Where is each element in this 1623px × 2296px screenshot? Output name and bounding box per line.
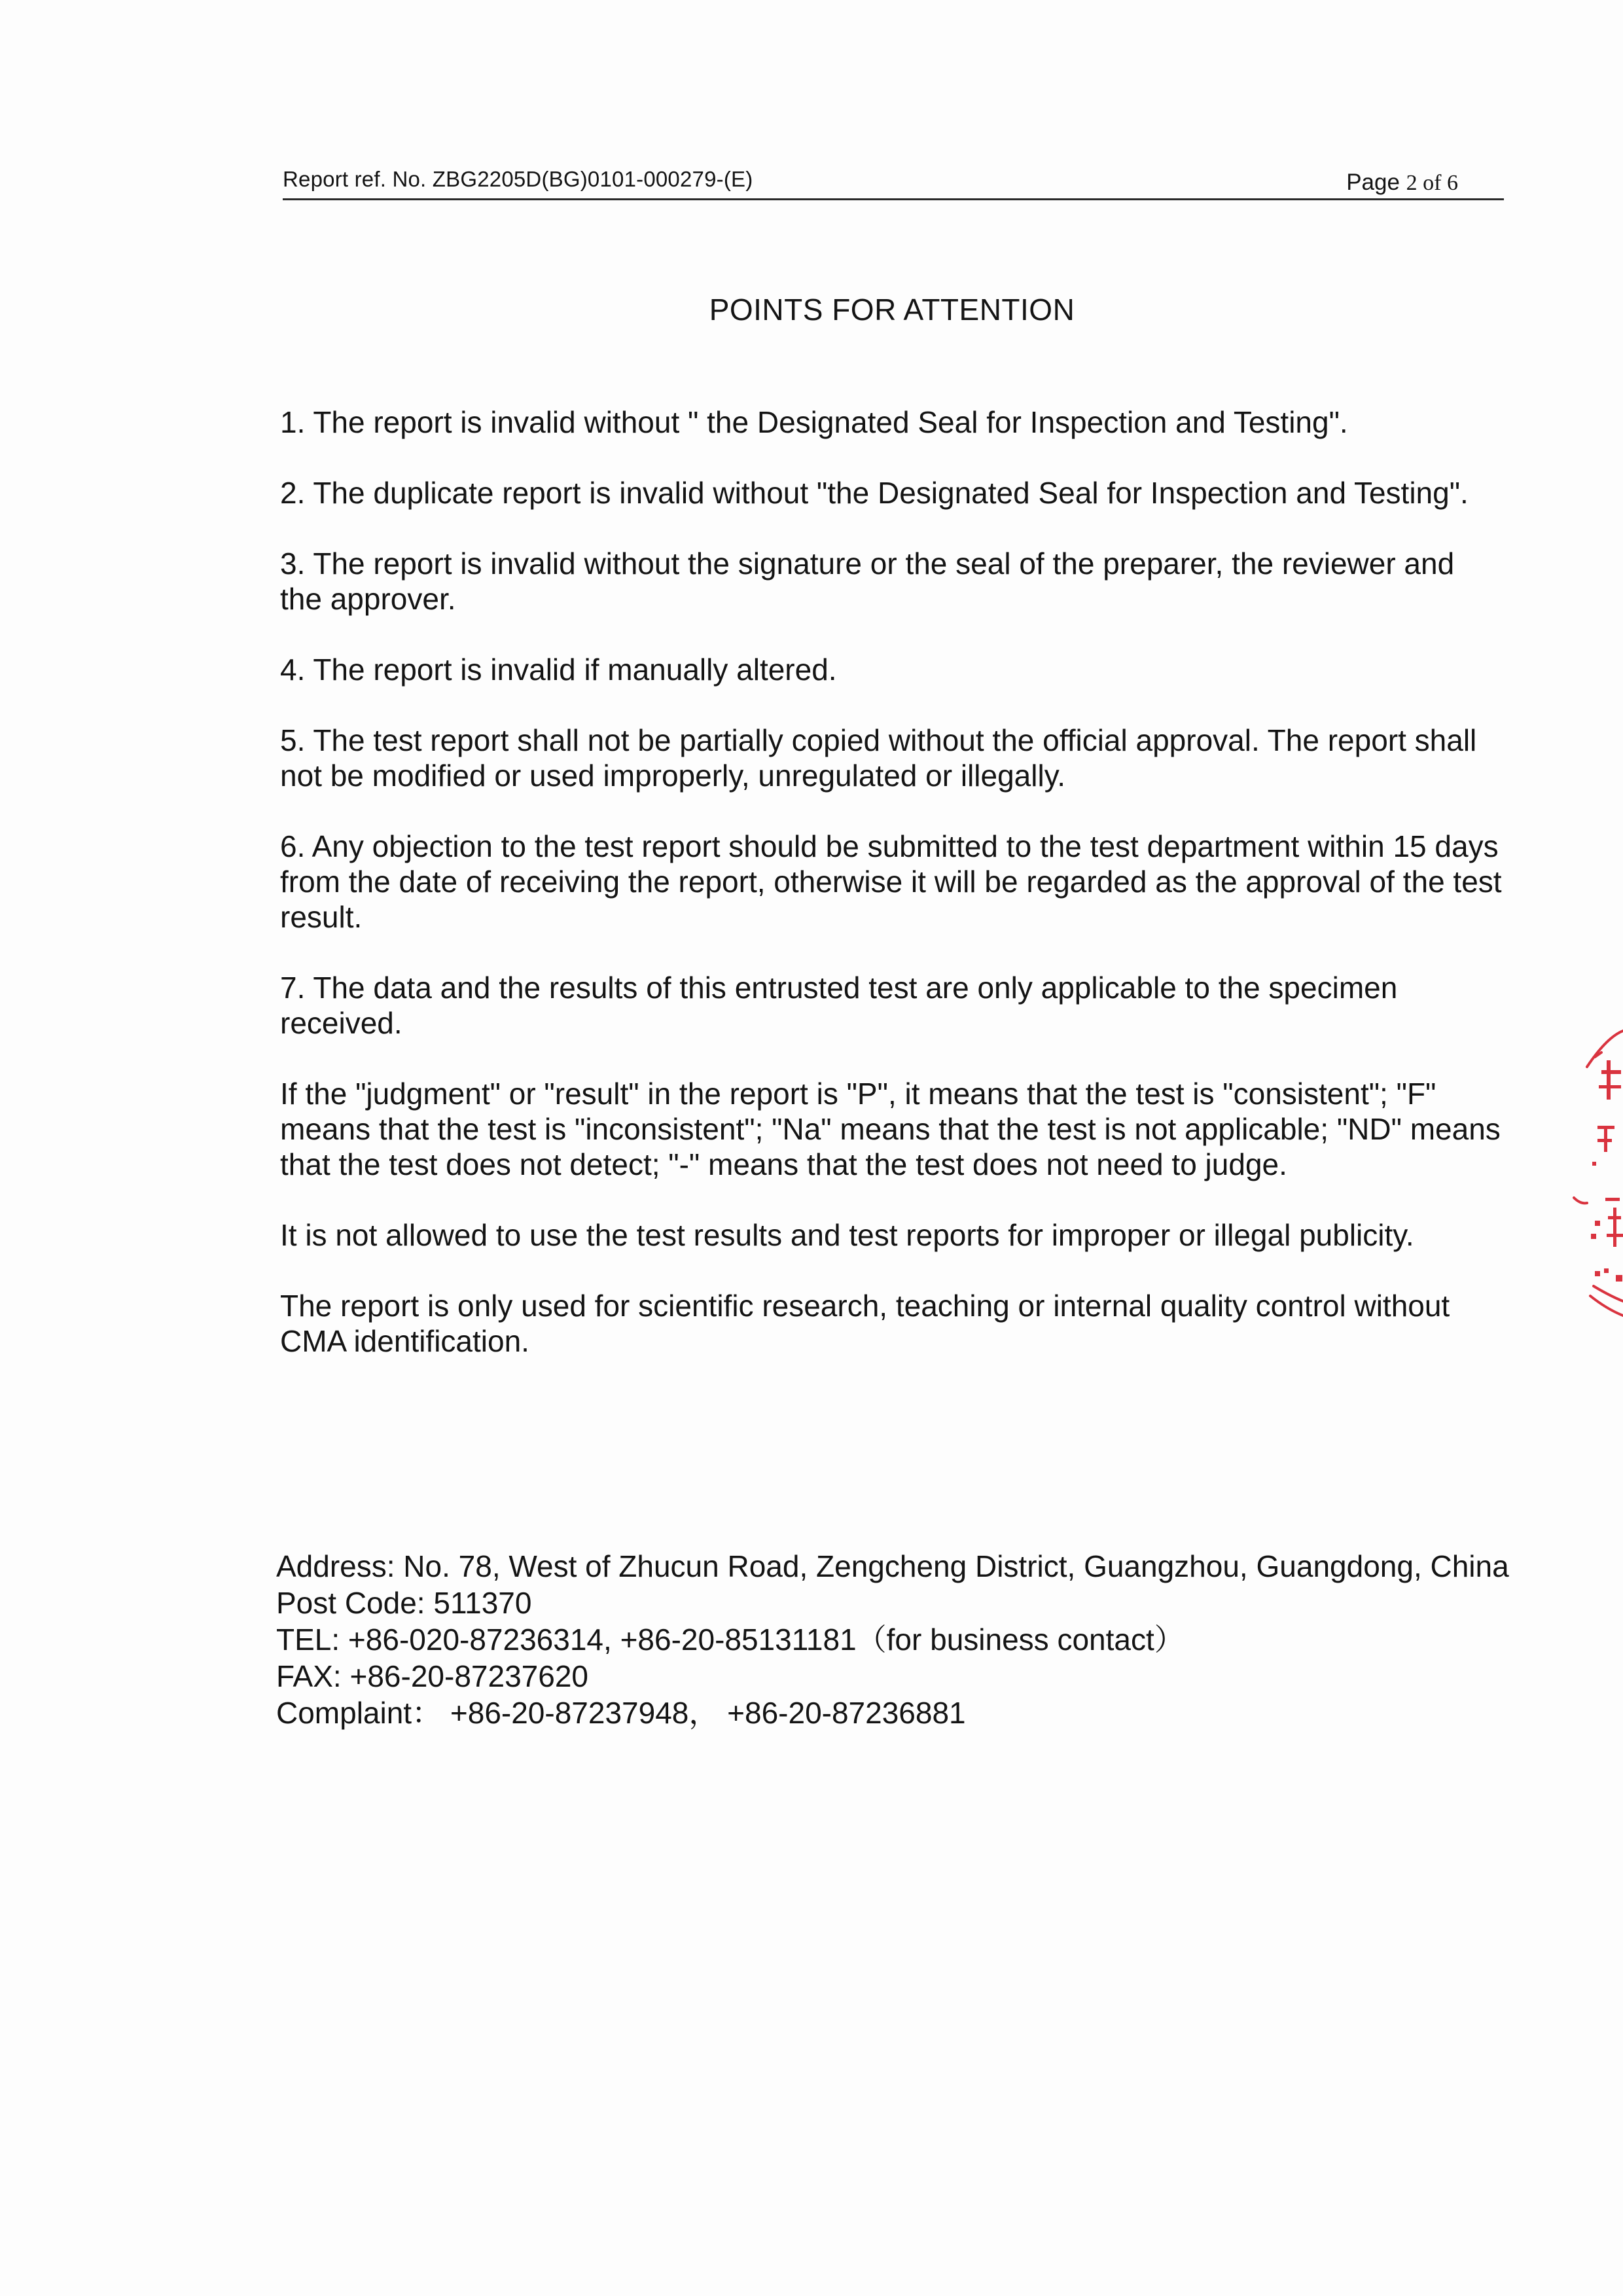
attention-note-judgment: If the "judgment" or "result" in the report is "P", it means that the test is "consistent"; "F" means that the test is "inconsistent"; "Na" means that the test is not applicable; "ND" means that the test does not detect; "-" means that the test does not need to judge. (280, 1077, 1501, 1181)
inspection-seal-fragment (1561, 1008, 1623, 1335)
contact-block (276, 1548, 1520, 1731)
page-number: 2 (1406, 171, 1418, 195)
report-reference-number: Report ref. No. ZBG2205D(BG)0101-000279-(E) (283, 167, 753, 191)
contact-post-code: Post Code: 511370 (276, 1586, 532, 1620)
contact-address: Address: No. 78, West of Zhucun Road, Zengcheng District, Guangzhou, Guangdong, China (276, 1549, 1509, 1583)
page-title: POINTS FOR ATTENTION (709, 293, 1075, 327)
contact-fax: FAX: +86-20-87237620 (276, 1659, 588, 1693)
page-total: 6 (1447, 171, 1458, 195)
attention-point: 1. The report is invalid without " the Designated Seal for Inspection and Testing". (280, 405, 1348, 439)
attention-point: 2. The duplicate report is invalid without "the Designated Seal for Inspection and Testing". (280, 476, 1469, 510)
attention-point: 7. The data and the results of this entrusted test are only applicable to the specimen received. (280, 971, 1398, 1040)
contact-complaint: Complaint： +86-20-87237948， +86-20-87236881 (276, 1696, 966, 1730)
attention-point: 5. The test report shall not be partially copied without the official approval. The report shall not be modified or used improperly, unregulated or illegally. (280, 723, 1477, 793)
page-word: Page (1346, 170, 1406, 195)
attention-point: 3. The report is invalid without the signature or the seal of the preparer, the reviewer and the approver. (280, 547, 1455, 616)
contact-telephone: TEL: +86-020-87236314, +86-20-85131181（for business contact） (276, 1623, 1185, 1657)
page-of-word: of (1417, 171, 1447, 195)
page-header (283, 159, 1504, 200)
attention-note-cma: The report is only used for scientific research, teaching or internal quality control without CMA identification. (280, 1289, 1450, 1358)
attention-point: 4. The report is invalid if manually altered. (280, 653, 837, 687)
attention-note-publicity: It is not allowed to use the test results and test reports for improper or illegal publicity. (280, 1218, 1414, 1252)
attention-point: 6. Any objection to the test report should be submitted to the test department within 15 days from the date of receiving the report, otherwise it will be regarded as the approval of the test result. (280, 829, 1502, 934)
page-indicator (1346, 170, 1458, 196)
attention-points-list (280, 404, 1504, 1394)
